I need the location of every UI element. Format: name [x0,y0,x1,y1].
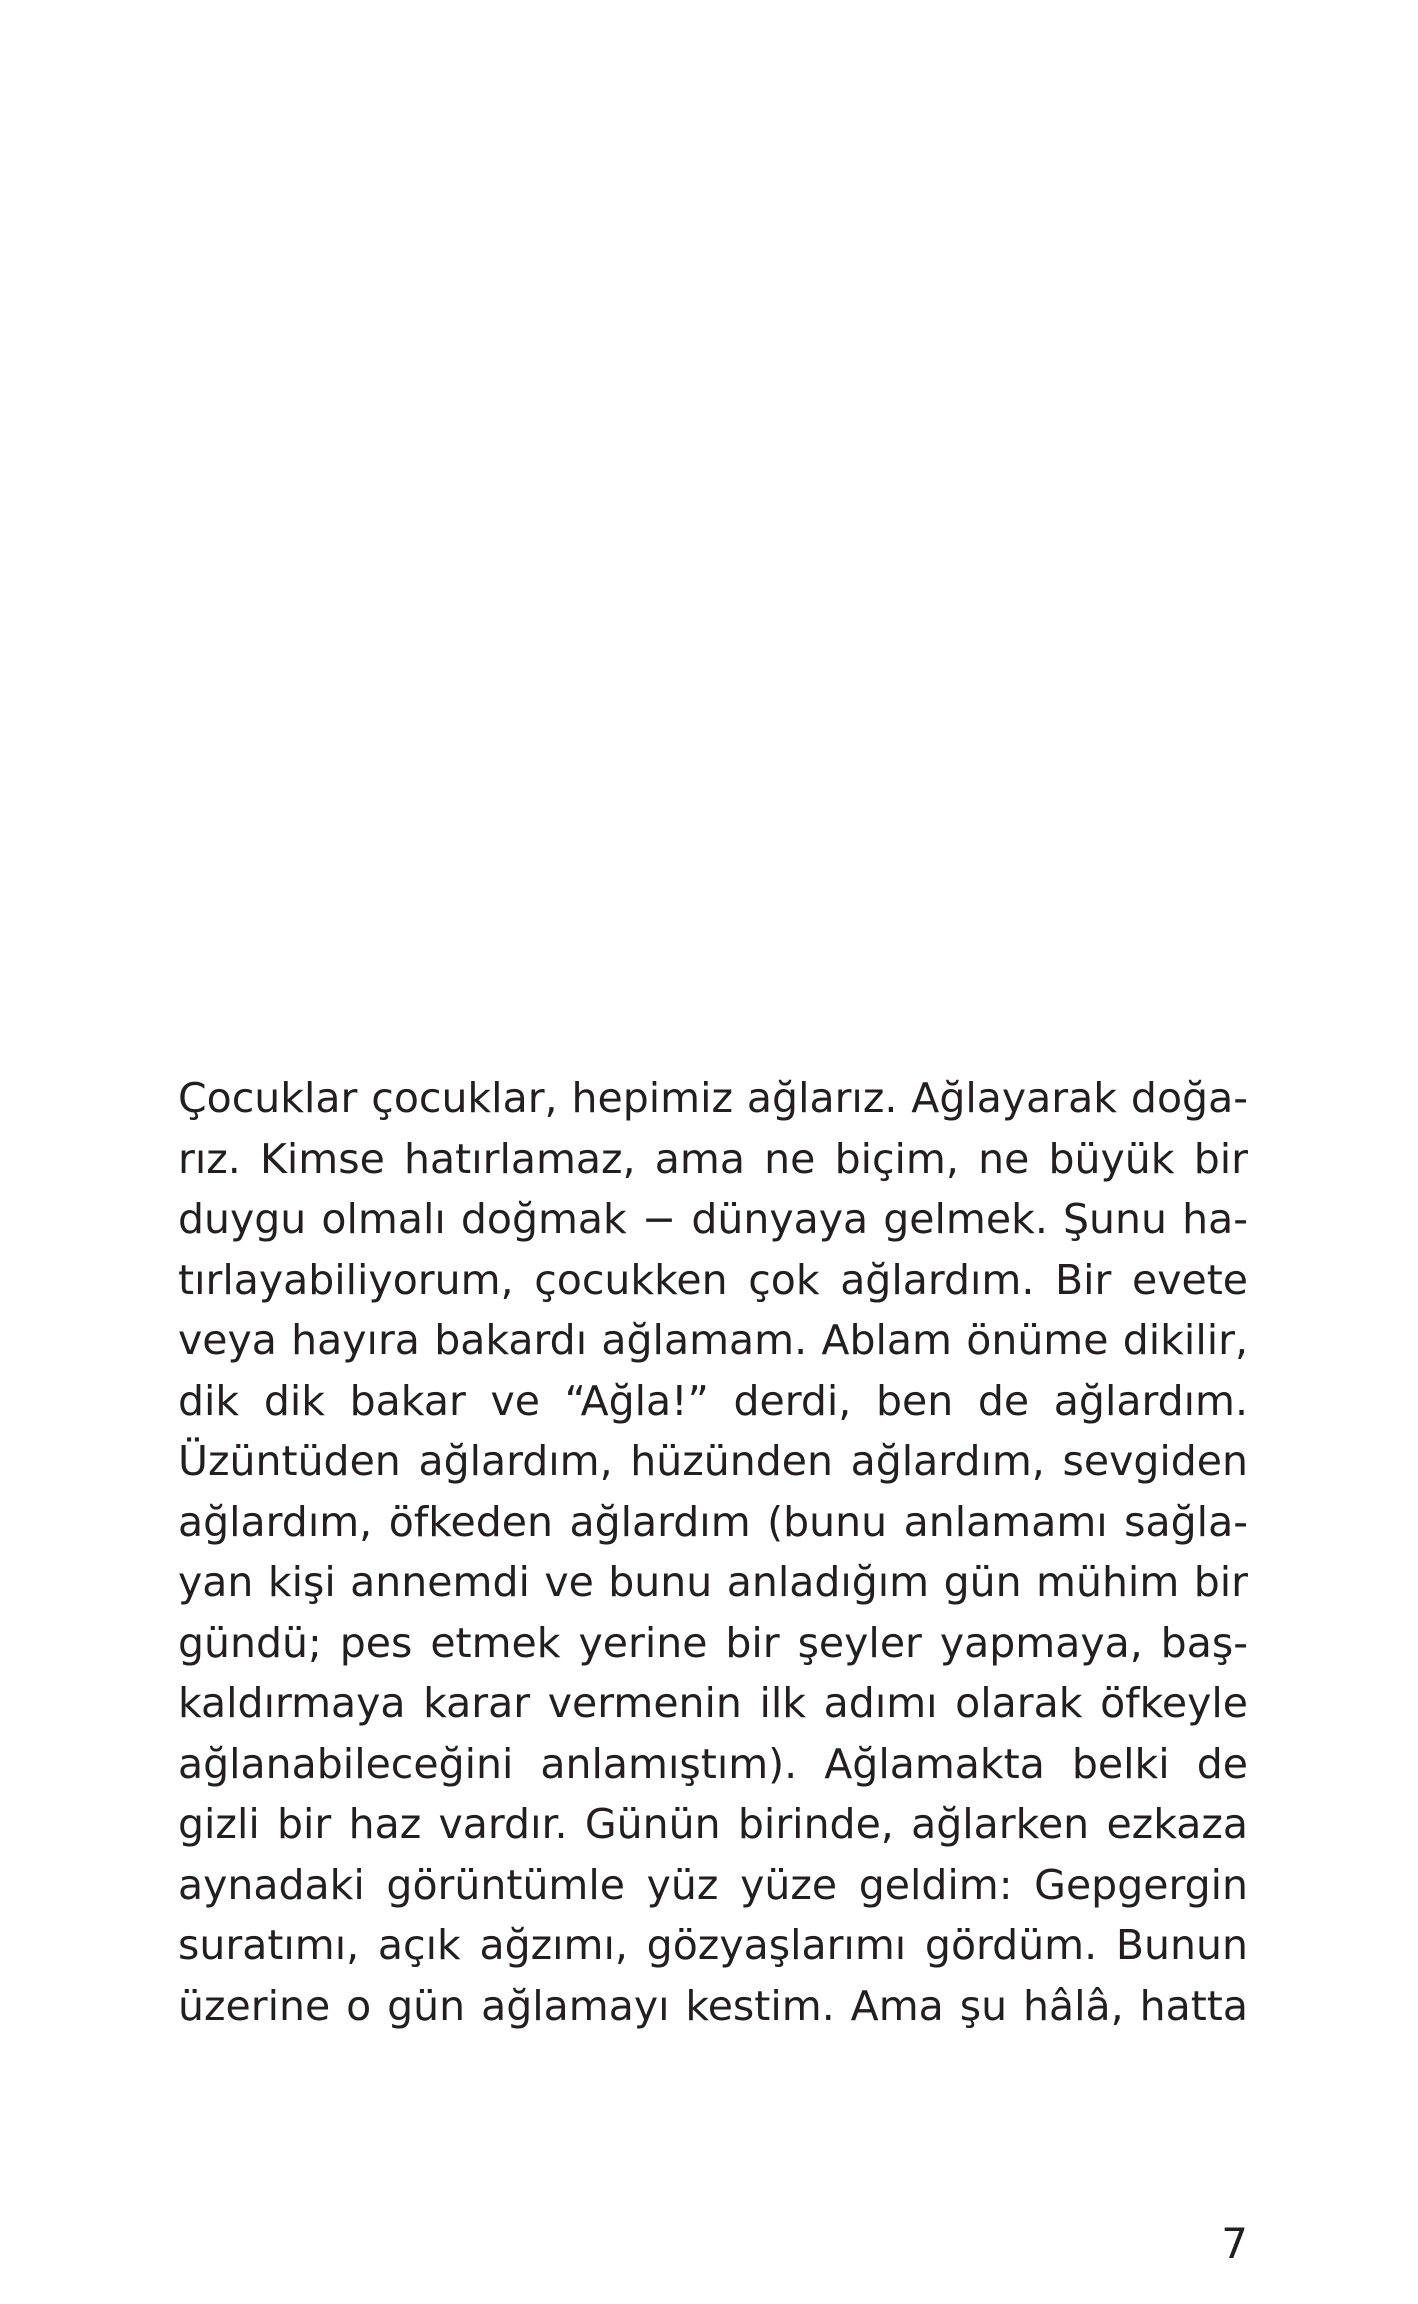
text-line: Üzüntüden ağlardım, hüzünden ağlardım, sevgiden [178,1437,1248,1485]
text-line: kaldırmaya karar vermenin ilk adımı olarak öfkeyle [178,1679,1248,1727]
text-line: suratımı, açık ağzımı, gözyaşlarımı gördüm. Bunun [178,1921,1248,1969]
text-line: tırlayabiliyorum, çocukken çok ağlardım. Bir evete [178,1255,1248,1304]
text-line: ağlanabileceğini anlamıştım). Ağlamakta belki de [178,1739,1248,1788]
text-line: dik dik bakar ve “Ağla!” derdi, ben de ağlardım. [178,1376,1248,1425]
text-line: yan kişi annemdi ve bunu anladığım gün mühim bir [178,1558,1248,1606]
text-line: gizli bir haz vardır. Günün birinde, ağlarken ezkaza [178,1800,1248,1848]
text-line: rız. Kimse hatırlamaz, ama ne biçim, ne büyük bir [178,1134,1248,1183]
text-line: Çocuklar çocuklar, hepimiz ağlarız. Ağlayarak doğa- [178,1074,1248,1122]
text-line: duygu olmalı doğmak − dünyaya gelmek. Şunu ha- [178,1195,1248,1243]
text-line: üzerine o gün ağlamayı kestim. Ama şu hâlâ, hatta [178,1981,1248,2030]
text-line: gündü; pes etmek yerine bir şeyler yapmaya, baş- [178,1618,1248,1667]
body-paragraph [178,1068,1248,2036]
text-line: ağlardım, öfkeden ağlardım (bunu anlamamı sağla- [178,1497,1248,1546]
page-number: 7 [1221,2219,1248,2268]
text-line: veya hayıra bakardı ağlamam. Ablam önüme dikilir, [178,1316,1248,1364]
text-line: aynadaki görüntümle yüz yüze geldim: Gepgergin [178,1860,1248,1909]
